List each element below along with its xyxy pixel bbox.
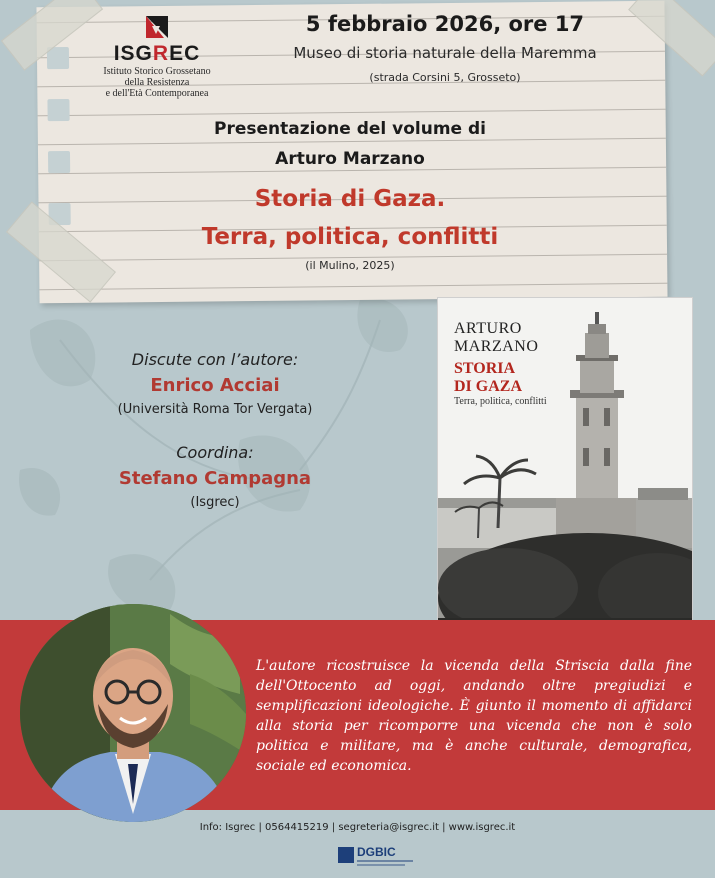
book-title-line-2: Terra, politica, conflitti [201, 224, 499, 250]
footer-info: Info: Isgrec | 0564415219 | segreteria@isgrec.it | www.isgrec.it [199, 822, 516, 833]
event-date: 5 febbraio 2026, ore 17 [305, 12, 585, 36]
discussant-name: Enrico Acciai [150, 375, 280, 396]
publisher-year: (il Mulino, 2025) [305, 259, 395, 272]
event-address: (strada Corsini 5, Grosseto) [369, 71, 521, 84]
author-name: Arturo Marzano [275, 149, 425, 169]
dgbic-logo [338, 845, 418, 869]
dgbic-line [357, 860, 413, 862]
cover-author-line-2: MARZANO [454, 338, 539, 355]
book-title [100, 180, 600, 256]
coordinator-name: Stefano Campagna [118, 468, 312, 489]
cover-title [454, 360, 574, 396]
logo-name: ISGREC [113, 42, 201, 65]
cover-subtitle: Terra, politica, conflitti [454, 396, 547, 407]
portrait-photo [20, 604, 246, 822]
logo-subtitle-1: Istituto Storico Grossetano [103, 66, 211, 77]
cover-author-line-1: ARTURO [454, 320, 522, 337]
dgbic-line-2 [357, 864, 405, 866]
logo-subtitle-3: e dell'Età Contemporanea [105, 88, 209, 99]
coordinator-affiliation: (Isgrec) [190, 495, 240, 510]
coordinator-role: Coordina: [176, 443, 254, 462]
cover-title-line-2: DI GAZA [454, 378, 523, 395]
book-title-line-1: Storia di Gaza. [254, 186, 446, 212]
coordinator [90, 443, 340, 510]
book-cover [437, 297, 693, 647]
cover-author [454, 320, 574, 356]
presentation-intro [100, 114, 600, 174]
participants [90, 350, 340, 510]
dgbic-name: DGBIC [357, 845, 396, 859]
event-venue: Museo di storia naturale della Maremma [293, 44, 597, 62]
book-description: L'autore ricostruisce la vicenda della Striscia dalla fine dell'Ottocento ad oggi, andando oltre pregiudizi e semplificazioni ideologiche. È giunto il momento di affidarci alla storia per ricomporre una vicenda che non è solo politica e militare, ma è anche culturale, demografica, sociale ed economica. [256, 658, 692, 774]
isgrec-logo [82, 14, 232, 99]
dgbic-mark-icon [338, 847, 354, 863]
discussant-affiliation: (Università Roma Tor Vergata) [117, 402, 313, 417]
isgrec-mark-icon [142, 14, 172, 40]
intro-line-1: Presentazione del volume di [214, 119, 486, 139]
cover-title-line-1: STORIA [454, 360, 516, 377]
discussant-role: Discute con l’autore: [131, 350, 299, 369]
author-portrait [20, 604, 246, 822]
discussant [90, 350, 340, 417]
logo-subtitle-2: della Resistenza [124, 77, 190, 88]
